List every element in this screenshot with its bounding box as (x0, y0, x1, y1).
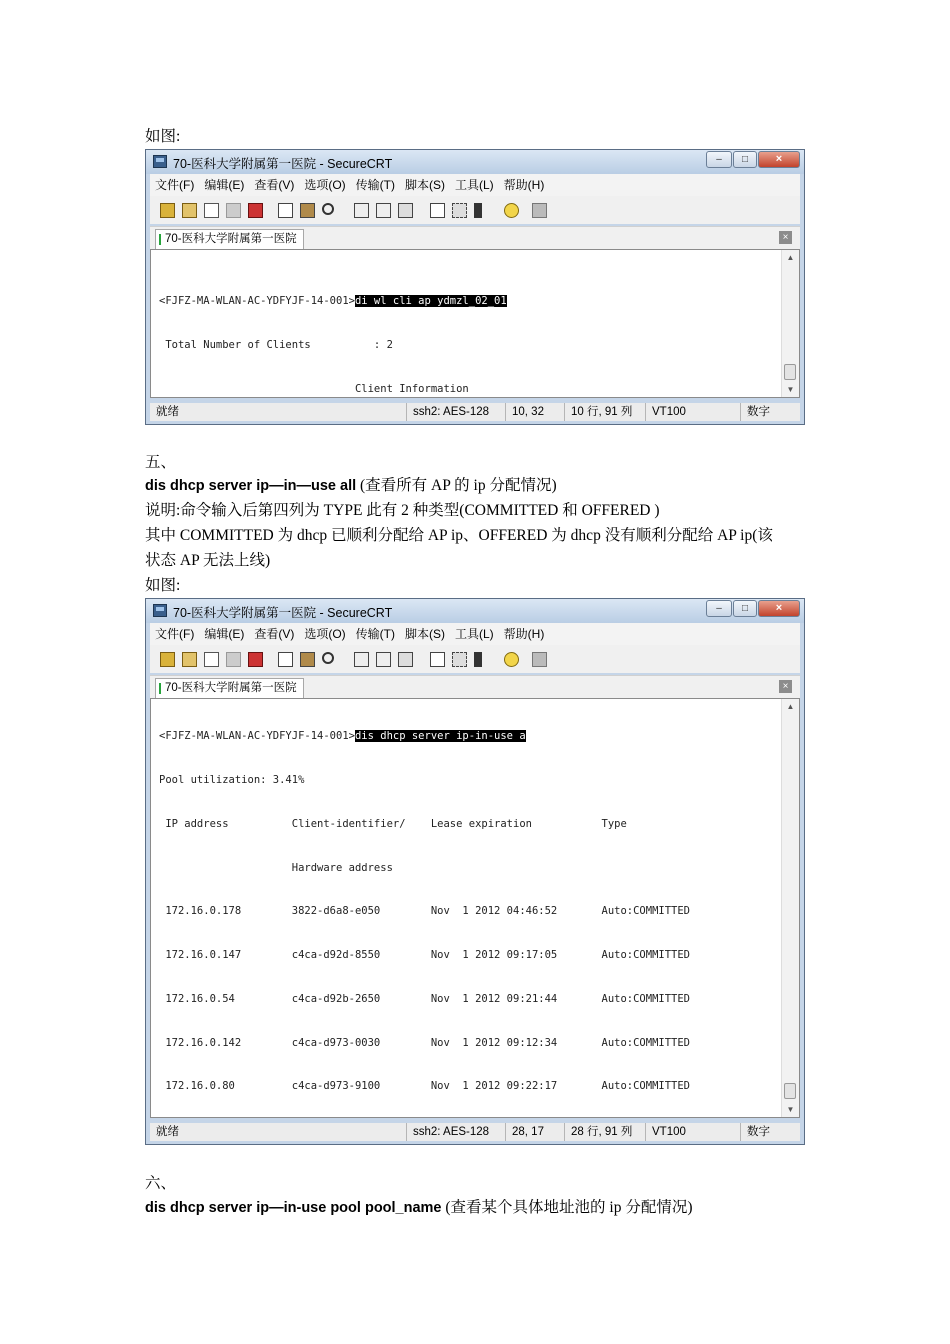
sftp-icon[interactable] (532, 652, 547, 667)
command-text: dis dhcp server ip-in-use a (354, 730, 526, 743)
scroll-thumb[interactable] (784, 1083, 796, 1099)
status-ready: 就绪 (156, 1126, 179, 1138)
print-screen-icon[interactable] (376, 203, 391, 218)
status-mode: 数字 (740, 403, 770, 421)
menu-transfer[interactable]: 传输(T) (355, 627, 395, 641)
disconnect-icon[interactable] (248, 203, 263, 218)
status-ssh: ssh2: AES-128 (406, 403, 489, 421)
terminal-area[interactable] (150, 249, 800, 398)
terminal-line: Pool utilization: 3.41% (159, 773, 305, 786)
status-size: 10 行, 91 列 (564, 403, 632, 421)
menu-script[interactable]: 脚本(S) (404, 178, 445, 192)
find-icon[interactable] (322, 652, 334, 664)
print-setup-icon[interactable] (354, 203, 369, 218)
menu-bar (150, 623, 800, 646)
minimize-button[interactable]: – (706, 151, 732, 168)
session-tab[interactable]: 70-医科大学附属第一医院 (155, 229, 304, 249)
menu-help[interactable]: 帮助(H) (503, 178, 545, 192)
securecrt-app-icon (153, 604, 167, 617)
terminal-line: IP address Client-identifier/ Lease expiration Type (159, 817, 627, 830)
menu-view[interactable]: 查看(V) (254, 627, 295, 641)
close-button[interactable]: × (758, 600, 800, 617)
vertical-scrollbar[interactable] (781, 250, 799, 397)
status-terminal-type: VT100 (645, 1123, 686, 1141)
menu-script[interactable]: 脚本(S) (404, 627, 445, 641)
reconnect-icon[interactable] (226, 203, 241, 218)
menu-tools[interactable]: 工具(L) (454, 178, 494, 192)
securecrt-app-icon (153, 155, 167, 168)
copy-icon[interactable] (278, 203, 293, 218)
menu-edit[interactable]: 编辑(E) (204, 178, 245, 192)
menu-edit[interactable]: 编辑(E) (204, 627, 245, 641)
keymap-icon[interactable] (474, 652, 482, 667)
paste-icon[interactable] (300, 203, 315, 218)
disconnect-icon[interactable] (248, 652, 263, 667)
print-screen-icon[interactable] (376, 652, 391, 667)
section5-line (145, 473, 557, 499)
window-title: 70-医科大学附属第一医院 - SecureCRT (173, 606, 393, 620)
prompt-line (159, 729, 779, 744)
status-cursor-pos: 28, 17 (505, 1123, 544, 1141)
description-1: 说明:命令输入后第四列为 TYPE 此有 2 种类型(COMMITTED 和 OFFERED ) (145, 502, 660, 519)
toolbar (150, 645, 800, 673)
status-bar (150, 1123, 800, 1141)
print-icon[interactable] (398, 203, 413, 218)
caption-1: 如图: (145, 128, 181, 145)
status-bar (150, 403, 800, 421)
scroll-down-icon[interactable]: ▼ (786, 1105, 795, 1114)
menu-file[interactable]: 文件(F) (155, 627, 195, 641)
title-bar[interactable] (146, 150, 804, 174)
keymap-icon[interactable] (474, 203, 482, 218)
terminal-line: Total Number of Clients : 2 (159, 338, 393, 351)
caption-2: 如图: (145, 577, 181, 594)
prompt: <FJFZ-MA-WLAN-AC-YDFYJF-14-001> (159, 730, 355, 743)
section5-command: dis dhcp server ip—in—use all (145, 478, 357, 494)
description-2: 其中 COMMITTED 为 dhcp 已顺利分配给 AP ip、OFFERED 为 dhcp 没有顺利分配给 AP ip(该 (145, 527, 773, 544)
section6-line (145, 1195, 693, 1221)
scroll-up-icon[interactable]: ▲ (786, 253, 795, 262)
menu-help[interactable]: 帮助(H) (503, 627, 545, 641)
connect-tab-icon[interactable] (204, 203, 219, 218)
menu-options[interactable]: 选项(O) (304, 627, 346, 641)
menu-file[interactable]: 文件(F) (155, 178, 195, 192)
status-ready: 就绪 (156, 406, 179, 418)
description-3: 状态 AP 无法上线) (145, 552, 271, 569)
menu-bar (150, 174, 800, 197)
menu-options[interactable]: 选项(O) (304, 178, 346, 192)
session-tab-bar (150, 675, 800, 698)
reconnect-icon[interactable] (226, 652, 241, 667)
close-tab-icon[interactable]: × (779, 231, 792, 244)
status-ssh: ssh2: AES-128 (406, 1123, 489, 1141)
connect-tab-icon[interactable] (204, 652, 219, 667)
section5-note: (查看所有 AP 的 ip 分配情况) (360, 477, 557, 494)
prompt-line (159, 294, 779, 309)
section6-command: dis dhcp server ip—in-use pool pool_name (145, 1200, 442, 1216)
connect-icon[interactable] (160, 652, 175, 667)
copy-icon[interactable] (278, 652, 293, 667)
section5-heading: 五、 (145, 454, 177, 471)
help-icon[interactable] (504, 203, 519, 218)
minimize-button[interactable]: – (706, 600, 732, 617)
status-cursor-pos: 10, 32 (505, 403, 544, 421)
terminal-area[interactable] (150, 698, 800, 1118)
securecrt-window-2 (145, 598, 805, 1145)
maximize-button[interactable]: □ (733, 151, 757, 168)
lease-row: 172.16.0.142 c4ca-d973-0030 Nov 1 2012 09:12:34 Auto:COMMITTED (159, 1036, 691, 1049)
paste-icon[interactable] (300, 652, 315, 667)
quick-connect-icon[interactable] (182, 203, 197, 218)
session-tab-bar (150, 226, 800, 249)
terminal-line: Client Information (159, 382, 469, 395)
terminal-line: Hardware address (159, 861, 393, 874)
print-icon[interactable] (398, 652, 413, 667)
command-text: di wl cli ap ydmzl_02_01 (354, 295, 507, 308)
menu-view[interactable]: 查看(V) (254, 178, 295, 192)
securecrt-window-1 (145, 149, 805, 425)
window-title: 70-医科大学附属第一医院 - SecureCRT (173, 157, 393, 171)
menu-tools[interactable]: 工具(L) (454, 627, 494, 641)
vertical-scrollbar[interactable] (781, 699, 799, 1117)
help-icon[interactable] (504, 652, 519, 667)
status-terminal-type: VT100 (645, 403, 686, 421)
section6-note: (查看某个具体地址池的 ip 分配情况) (445, 1199, 693, 1216)
find-icon[interactable] (322, 203, 334, 215)
quick-connect-icon[interactable] (182, 652, 197, 667)
session-options-icon[interactable] (430, 652, 445, 667)
sftp-icon[interactable] (532, 203, 547, 218)
print-setup-icon[interactable] (354, 652, 369, 667)
title-bar[interactable] (146, 599, 804, 623)
global-options-icon[interactable] (452, 652, 467, 667)
prompt: <FJFZ-MA-WLAN-AC-YDFYJF-14-001> (159, 295, 355, 308)
status-mode: 数字 (740, 1123, 770, 1141)
maximize-button[interactable]: □ (733, 600, 757, 617)
session-options-icon[interactable] (430, 203, 445, 218)
global-options-icon[interactable] (452, 203, 467, 218)
status-size: 28 行, 91 列 (564, 1123, 632, 1141)
connect-icon[interactable] (160, 203, 175, 218)
lease-row: 172.16.0.80 c4ca-d973-9100 Nov 1 2012 09:22:17 Auto:COMMITTED (159, 1080, 691, 1093)
scroll-thumb[interactable] (784, 364, 796, 380)
lease-row: 172.16.0.178 3822-d6a8-e050 Nov 1 2012 04:46:52 Auto:COMMITTED (159, 905, 691, 918)
section6-heading: 六、 (145, 1175, 177, 1192)
close-button[interactable]: × (758, 151, 800, 168)
scroll-up-icon[interactable]: ▲ (786, 702, 795, 711)
close-tab-icon[interactable]: × (779, 680, 792, 693)
lease-row: 172.16.0.54 c4ca-d92b-2650 Nov 1 2012 09:21:44 Auto:COMMITTED (159, 992, 691, 1005)
scroll-down-icon[interactable]: ▼ (786, 385, 795, 394)
toolbar (150, 196, 800, 224)
session-tab[interactable]: 70-医科大学附属第一医院 (155, 678, 304, 698)
menu-transfer[interactable]: 传输(T) (355, 178, 395, 192)
lease-row: 172.16.0.147 c4ca-d92d-8550 Nov 1 2012 09:17:05 Auto:COMMITTED (159, 949, 691, 962)
